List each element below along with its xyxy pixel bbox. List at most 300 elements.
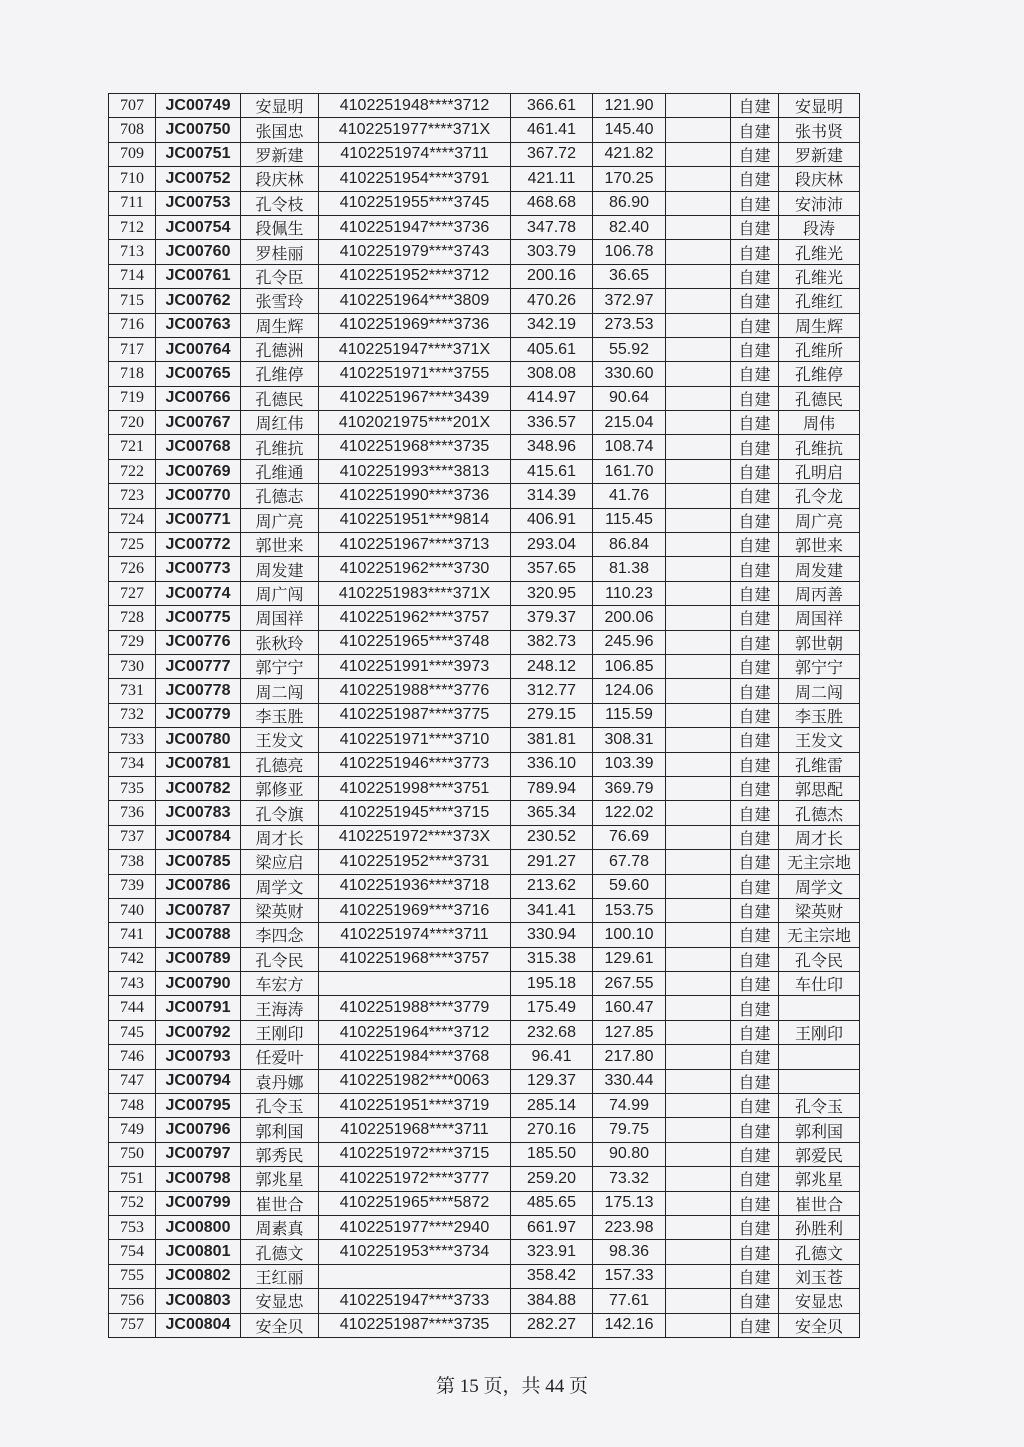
area-2: 170.25: [593, 167, 666, 191]
area-2: 82.40: [593, 215, 666, 239]
owner-name: 无主宗地: [779, 923, 860, 947]
id-number: 4102251993****3813: [319, 459, 511, 483]
id-number: 4102251974****3711: [319, 923, 511, 947]
blank-cell: [666, 362, 731, 386]
id-number: 4102251968****3735: [319, 435, 511, 459]
row-number: 755: [109, 1264, 156, 1288]
holder-name: 孔德洲: [241, 337, 319, 361]
build-type: 自建: [731, 679, 779, 703]
blank-cell: [666, 1094, 731, 1118]
owner-name: 刘玉苍: [779, 1264, 860, 1288]
holder-name: 罗新建: [241, 142, 319, 166]
table-row: [109, 801, 860, 825]
id-number: 4102251947****3736: [319, 215, 511, 239]
build-type: 自建: [731, 776, 779, 800]
area-1: 314.39: [511, 484, 593, 508]
area-2: 142.16: [593, 1313, 666, 1337]
parcel-code: JC00762: [156, 289, 241, 313]
table-row: [109, 1142, 860, 1166]
table-row: [109, 142, 860, 166]
build-type: 自建: [731, 508, 779, 532]
blank-cell: [666, 1313, 731, 1337]
owner-name: 无主宗地: [779, 850, 860, 874]
area-2: 67.78: [593, 850, 666, 874]
id-number: 4102251998****3751: [319, 776, 511, 800]
area-1: 382.73: [511, 630, 593, 654]
table-row: [109, 654, 860, 678]
build-type: 自建: [731, 752, 779, 776]
id-number: [319, 1264, 511, 1288]
area-1: 312.77: [511, 679, 593, 703]
row-number: 741: [109, 923, 156, 947]
build-type: 自建: [731, 459, 779, 483]
blank-cell: [666, 1118, 731, 1142]
area-1: 379.37: [511, 606, 593, 630]
id-number: 4102251972****3715: [319, 1142, 511, 1166]
table-row: [109, 947, 860, 971]
area-2: 115.45: [593, 508, 666, 532]
blank-cell: [666, 191, 731, 215]
build-type: 自建: [731, 1313, 779, 1337]
parcel-code: JC00791: [156, 996, 241, 1020]
table-row: [109, 1264, 860, 1288]
area-1: 342.19: [511, 313, 593, 337]
owner-name: 张书贤: [779, 118, 860, 142]
row-number: 714: [109, 264, 156, 288]
row-number: 721: [109, 435, 156, 459]
build-type: 自建: [731, 94, 779, 118]
blank-cell: [666, 1142, 731, 1166]
id-number: 4102251953****3734: [319, 1240, 511, 1264]
build-type: 自建: [731, 1020, 779, 1044]
table-row: [109, 776, 860, 800]
row-number: 713: [109, 240, 156, 264]
holder-name: 孔德志: [241, 484, 319, 508]
blank-cell: [666, 1045, 731, 1069]
row-number: 757: [109, 1313, 156, 1337]
blank-cell: [666, 874, 731, 898]
area-2: 145.40: [593, 118, 666, 142]
table-row: [109, 508, 860, 532]
owner-name: 郭思配: [779, 776, 860, 800]
area-2: 330.60: [593, 362, 666, 386]
id-number: 4102251967****3439: [319, 386, 511, 410]
parcel-code: JC00804: [156, 1313, 241, 1337]
holder-name: 孔令臣: [241, 264, 319, 288]
area-2: 245.96: [593, 630, 666, 654]
area-2: 41.76: [593, 484, 666, 508]
blank-cell: [666, 1167, 731, 1191]
build-type: 自建: [731, 850, 779, 874]
owner-name: 周丙善: [779, 581, 860, 605]
id-number: 4102251952****3731: [319, 850, 511, 874]
area-1: 323.91: [511, 1240, 593, 1264]
table-row: [109, 1094, 860, 1118]
area-2: 223.98: [593, 1215, 666, 1239]
build-type: 自建: [731, 337, 779, 361]
parcel-code: JC00780: [156, 728, 241, 752]
build-type: 自建: [731, 947, 779, 971]
owner-name: 孔维红: [779, 289, 860, 313]
blank-cell: [666, 630, 731, 654]
id-number: 4102251987****3775: [319, 703, 511, 727]
build-type: 自建: [731, 654, 779, 678]
table-row: [109, 557, 860, 581]
blank-cell: [666, 752, 731, 776]
blank-cell: [666, 240, 731, 264]
id-number: 4102251951****3719: [319, 1094, 511, 1118]
area-2: 103.39: [593, 752, 666, 776]
id-number: 4102251964****3712: [319, 1020, 511, 1044]
build-type: 自建: [731, 386, 779, 410]
parcel-code: JC00771: [156, 508, 241, 532]
row-number: 719: [109, 386, 156, 410]
row-number: 725: [109, 533, 156, 557]
area-2: 217.80: [593, 1045, 666, 1069]
build-type: 自建: [731, 362, 779, 386]
area-2: 421.82: [593, 142, 666, 166]
build-type: 自建: [731, 411, 779, 435]
blank-cell: [666, 118, 731, 142]
area-1: 285.14: [511, 1094, 593, 1118]
parcel-code: JC00753: [156, 191, 241, 215]
owner-name: 周伟: [779, 411, 860, 435]
id-number: [319, 972, 511, 996]
holder-name: 崔世合: [241, 1191, 319, 1215]
table-row: [109, 215, 860, 239]
area-1: 96.41: [511, 1045, 593, 1069]
area-2: 330.44: [593, 1069, 666, 1093]
parcel-code: JC00760: [156, 240, 241, 264]
build-type: 自建: [731, 1240, 779, 1264]
parcel-code: JC00787: [156, 898, 241, 922]
area-1: 185.50: [511, 1142, 593, 1166]
parcel-code: JC00775: [156, 606, 241, 630]
blank-cell: [666, 533, 731, 557]
area-1: 348.96: [511, 435, 593, 459]
build-type: 自建: [731, 728, 779, 752]
owner-name: 孔令民: [779, 947, 860, 971]
owner-name: [779, 1045, 860, 1069]
id-number: 4102251965****3748: [319, 630, 511, 654]
row-number: 740: [109, 898, 156, 922]
parcel-code: JC00779: [156, 703, 241, 727]
area-2: 160.47: [593, 996, 666, 1020]
parcel-code: JC00752: [156, 167, 241, 191]
holder-name: 李四念: [241, 923, 319, 947]
build-type: 自建: [731, 215, 779, 239]
blank-cell: [666, 728, 731, 752]
area-1: 485.65: [511, 1191, 593, 1215]
area-2: 100.10: [593, 923, 666, 947]
build-type: 自建: [731, 923, 779, 947]
area-2: 106.85: [593, 654, 666, 678]
table-row: [109, 1313, 860, 1337]
area-1: 213.62: [511, 874, 593, 898]
area-2: 55.92: [593, 337, 666, 361]
row-number: 744: [109, 996, 156, 1020]
table-row: [109, 850, 860, 874]
build-type: 自建: [731, 533, 779, 557]
blank-cell: [666, 654, 731, 678]
holder-name: 安显忠: [241, 1289, 319, 1313]
table-row: [109, 94, 860, 118]
parcel-code: JC00761: [156, 264, 241, 288]
holder-name: 周素真: [241, 1215, 319, 1239]
blank-cell: [666, 94, 731, 118]
table-row: [109, 1069, 860, 1093]
parcel-code: JC00777: [156, 654, 241, 678]
parcel-code: JC00766: [156, 386, 241, 410]
parcel-code: JC00783: [156, 801, 241, 825]
area-2: 127.85: [593, 1020, 666, 1044]
owner-name: 王发文: [779, 728, 860, 752]
row-number: 749: [109, 1118, 156, 1142]
build-type: 自建: [731, 118, 779, 142]
blank-cell: [666, 484, 731, 508]
row-number: 712: [109, 215, 156, 239]
owner-name: 孔明启: [779, 459, 860, 483]
parcel-code: JC00781: [156, 752, 241, 776]
blank-cell: [666, 1191, 731, 1215]
area-1: 358.42: [511, 1264, 593, 1288]
holder-name: 孔令旗: [241, 801, 319, 825]
area-2: 108.74: [593, 435, 666, 459]
id-number: 4102251965****5872: [319, 1191, 511, 1215]
blank-cell: [666, 411, 731, 435]
area-1: 365.34: [511, 801, 593, 825]
owner-name: 周广亮: [779, 508, 860, 532]
id-number: 4102251948****3712: [319, 94, 511, 118]
owner-name: 孔令龙: [779, 484, 860, 508]
table-row: [109, 679, 860, 703]
build-type: 自建: [731, 1142, 779, 1166]
build-type: 自建: [731, 484, 779, 508]
table-row: [109, 264, 860, 288]
area-1: 270.16: [511, 1118, 593, 1142]
holder-name: 孔令枝: [241, 191, 319, 215]
holder-name: 袁丹娜: [241, 1069, 319, 1093]
holder-name: 张国忠: [241, 118, 319, 142]
area-1: 405.61: [511, 337, 593, 361]
parcel-code: JC00794: [156, 1069, 241, 1093]
row-number: 716: [109, 313, 156, 337]
id-number: 4102251988****3779: [319, 996, 511, 1020]
blank-cell: [666, 776, 731, 800]
id-number: 4102251954****3791: [319, 167, 511, 191]
table-row: [109, 289, 860, 313]
holder-name: 孔德民: [241, 386, 319, 410]
holder-name: 周生辉: [241, 313, 319, 337]
area-1: 303.79: [511, 240, 593, 264]
id-number: 4102251991****3973: [319, 654, 511, 678]
area-1: 381.81: [511, 728, 593, 752]
area-2: 77.61: [593, 1289, 666, 1313]
area-1: 415.61: [511, 459, 593, 483]
area-2: 267.55: [593, 972, 666, 996]
id-number: 4102251984****3768: [319, 1045, 511, 1069]
build-type: 自建: [731, 1045, 779, 1069]
owner-name: 周二闯: [779, 679, 860, 703]
owner-name: 崔世合: [779, 1191, 860, 1215]
table-row: [109, 1240, 860, 1264]
parcel-code: JC00751: [156, 142, 241, 166]
table-row: [109, 191, 860, 215]
parcel-code: JC00784: [156, 825, 241, 849]
id-number: 4102251988****3776: [319, 679, 511, 703]
row-number: 731: [109, 679, 156, 703]
id-number: 4102251969****3716: [319, 898, 511, 922]
row-number: 737: [109, 825, 156, 849]
row-number: 723: [109, 484, 156, 508]
id-number: 4102251972****3777: [319, 1167, 511, 1191]
build-type: 自建: [731, 1215, 779, 1239]
area-2: 129.61: [593, 947, 666, 971]
id-number: 4102251977****2940: [319, 1215, 511, 1239]
area-1: 279.15: [511, 703, 593, 727]
id-number: 4102251969****3736: [319, 313, 511, 337]
parcel-code: JC00754: [156, 215, 241, 239]
holder-name: 罗桂丽: [241, 240, 319, 264]
area-1: 406.91: [511, 508, 593, 532]
holder-name: 周学文: [241, 874, 319, 898]
owner-name: 段涛: [779, 215, 860, 239]
table-row: [109, 630, 860, 654]
holder-name: 孔德亮: [241, 752, 319, 776]
holder-name: 安显明: [241, 94, 319, 118]
area-1: 315.38: [511, 947, 593, 971]
area-2: 215.04: [593, 411, 666, 435]
id-number: 4102251947****3733: [319, 1289, 511, 1313]
area-1: 232.68: [511, 1020, 593, 1044]
build-type: 自建: [731, 581, 779, 605]
area-1: 195.18: [511, 972, 593, 996]
build-type: 自建: [731, 801, 779, 825]
build-type: 自建: [731, 142, 779, 166]
row-number: 727: [109, 581, 156, 605]
id-number: 4102251946****3773: [319, 752, 511, 776]
row-number: 746: [109, 1045, 156, 1069]
owner-name: 安显忠: [779, 1289, 860, 1313]
owner-name: 孔维光: [779, 264, 860, 288]
area-1: 320.95: [511, 581, 593, 605]
owner-name: 郭世朝: [779, 630, 860, 654]
area-1: 384.88: [511, 1289, 593, 1313]
build-type: 自建: [731, 1191, 779, 1215]
blank-cell: [666, 557, 731, 581]
area-2: 200.06: [593, 606, 666, 630]
table-row: [109, 703, 860, 727]
row-number: 752: [109, 1191, 156, 1215]
id-number: 4102251936****3718: [319, 874, 511, 898]
holder-name: 郭修亚: [241, 776, 319, 800]
id-number: 4102251990****3736: [319, 484, 511, 508]
id-number: 4102251962****3730: [319, 557, 511, 581]
area-2: 90.64: [593, 386, 666, 410]
area-2: 76.69: [593, 825, 666, 849]
holder-name: 李玉胜: [241, 703, 319, 727]
build-type: 自建: [731, 996, 779, 1020]
owner-name: 孔德民: [779, 386, 860, 410]
area-2: 124.06: [593, 679, 666, 703]
area-1: 282.27: [511, 1313, 593, 1337]
blank-cell: [666, 996, 731, 1020]
row-number: 728: [109, 606, 156, 630]
holder-name: 张雪玲: [241, 289, 319, 313]
build-type: 自建: [731, 289, 779, 313]
area-2: 86.90: [593, 191, 666, 215]
row-number: 717: [109, 337, 156, 361]
parcel-code: JC00782: [156, 776, 241, 800]
owner-name: 孔维光: [779, 240, 860, 264]
area-1: 293.04: [511, 533, 593, 557]
owner-name: 孔维抗: [779, 435, 860, 459]
id-number: 4102251977****371X: [319, 118, 511, 142]
id-number: 4102251983****371X: [319, 581, 511, 605]
area-1: 347.78: [511, 215, 593, 239]
parcel-code: JC00769: [156, 459, 241, 483]
parcel-code: JC00803: [156, 1289, 241, 1313]
table-row: [109, 533, 860, 557]
blank-cell: [666, 142, 731, 166]
area-1: 175.49: [511, 996, 593, 1020]
owner-name: 郭兆星: [779, 1167, 860, 1191]
id-number: 4102251971****3710: [319, 728, 511, 752]
id-number: 4102251967****3713: [319, 533, 511, 557]
row-number: 739: [109, 874, 156, 898]
owner-name: 梁英财: [779, 898, 860, 922]
id-number: 4102251968****3757: [319, 947, 511, 971]
owner-name: [779, 996, 860, 1020]
table-row: [109, 581, 860, 605]
area-2: 153.75: [593, 898, 666, 922]
area-2: 110.23: [593, 581, 666, 605]
owner-name: 安沛沛: [779, 191, 860, 215]
blank-cell: [666, 215, 731, 239]
row-number: 745: [109, 1020, 156, 1044]
build-type: 自建: [731, 167, 779, 191]
row-number: 718: [109, 362, 156, 386]
area-1: 336.10: [511, 752, 593, 776]
owner-name: 车仕印: [779, 972, 860, 996]
owner-name: 郭宁宁: [779, 654, 860, 678]
row-number: 733: [109, 728, 156, 752]
parcel-code: JC00768: [156, 435, 241, 459]
build-type: 自建: [731, 1289, 779, 1313]
holder-name: 张秋玲: [241, 630, 319, 654]
blank-cell: [666, 679, 731, 703]
area-1: 336.57: [511, 411, 593, 435]
build-type: 自建: [731, 1264, 779, 1288]
parcel-code: JC00774: [156, 581, 241, 605]
parcel-code: JC00770: [156, 484, 241, 508]
row-number: 748: [109, 1094, 156, 1118]
holder-name: 梁英财: [241, 898, 319, 922]
id-number: 4102251968****3711: [319, 1118, 511, 1142]
blank-cell: [666, 1215, 731, 1239]
blank-cell: [666, 313, 731, 337]
holder-name: 安全贝: [241, 1313, 319, 1337]
build-type: 自建: [731, 435, 779, 459]
holder-name: 段庆林: [241, 167, 319, 191]
land-record-table: [108, 93, 860, 1338]
holder-name: 孔维通: [241, 459, 319, 483]
parcel-code: JC00790: [156, 972, 241, 996]
owner-name: 安全贝: [779, 1313, 860, 1337]
blank-cell: [666, 947, 731, 971]
blank-cell: [666, 264, 731, 288]
parcel-code: JC00765: [156, 362, 241, 386]
